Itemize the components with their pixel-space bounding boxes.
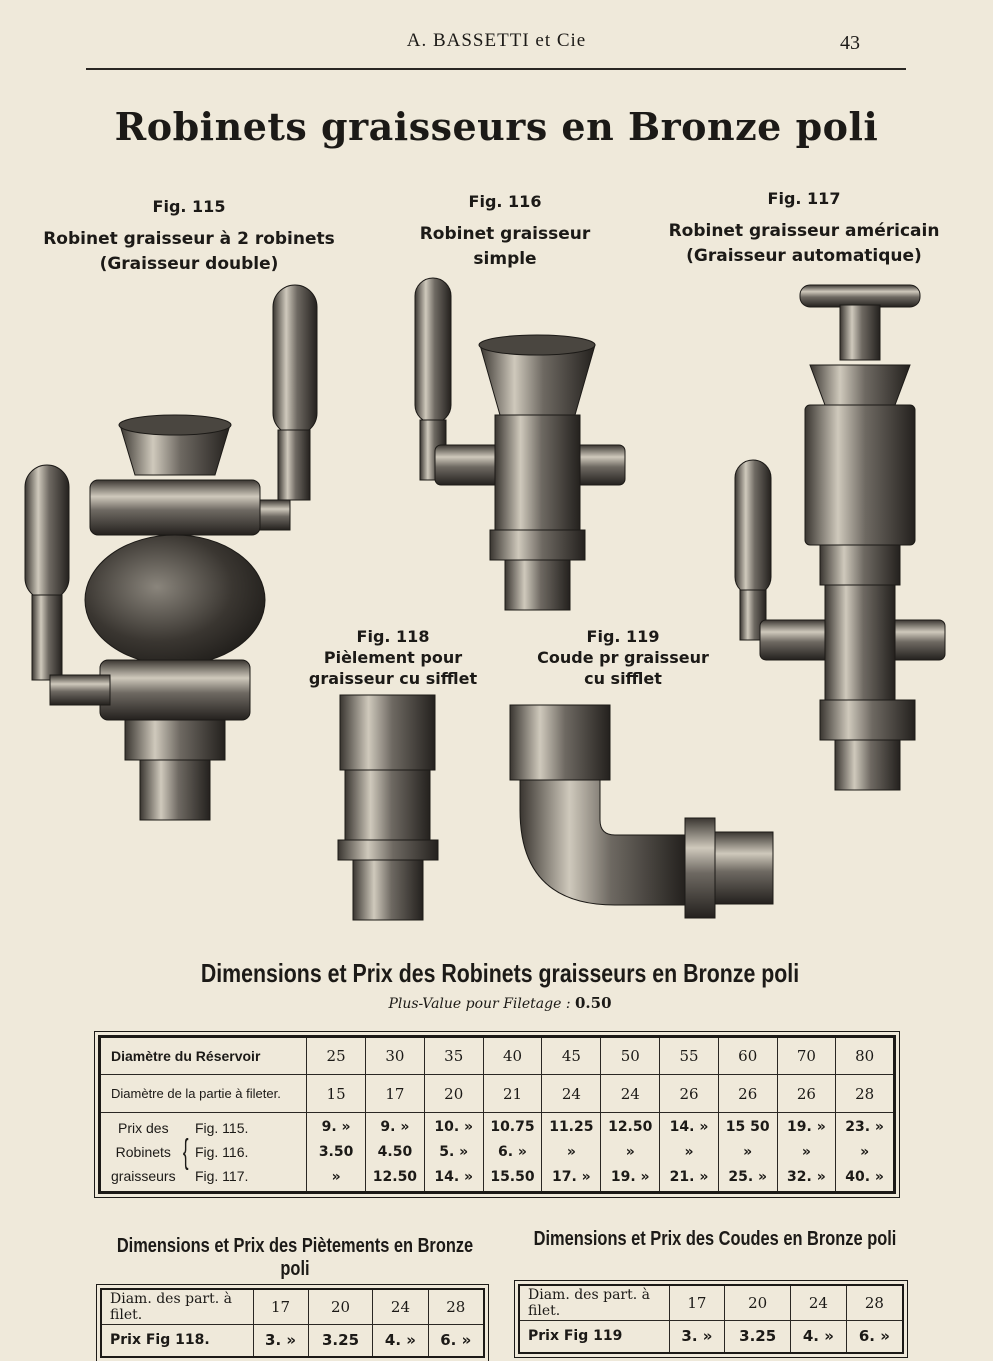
price-row-label bbox=[100, 1113, 307, 1193]
table-cell: 40 bbox=[483, 1037, 542, 1075]
price-fig-115: 23. » bbox=[845, 1118, 884, 1135]
price-fig-116: » bbox=[684, 1143, 694, 1160]
figure-number: Fig. 119 bbox=[586, 627, 660, 646]
row-label: Diam. des part. à filet. bbox=[528, 1287, 650, 1319]
brace: { bbox=[182, 1133, 189, 1171]
page-title: Robinets graisseurs en Bronze poli bbox=[114, 104, 879, 149]
figure-119-caption bbox=[508, 626, 738, 689]
table-cell bbox=[307, 1113, 366, 1193]
table-cell: 50 bbox=[601, 1037, 660, 1075]
caption-line: Robinet graisseur à 2 robinets bbox=[43, 229, 335, 249]
surcharge-label: Plus-Value pour Filetage : bbox=[388, 996, 571, 1012]
caption-line: Coude pr graisseur bbox=[537, 648, 709, 667]
caption-line: Pièlement pour bbox=[323, 648, 463, 667]
caption-line: (Graisseur double) bbox=[99, 254, 279, 274]
price-fig-115: 12.50 bbox=[608, 1118, 653, 1135]
diameter-cell: 20 bbox=[308, 1289, 373, 1325]
row-label: Prix des bbox=[118, 1120, 169, 1136]
price-fig-115: 15 50 bbox=[725, 1118, 770, 1135]
table-cell bbox=[601, 1113, 660, 1193]
price-fig-116: 5. » bbox=[439, 1143, 469, 1160]
diameter-cell: 28 bbox=[428, 1289, 484, 1325]
caption-line: cu sifflet bbox=[584, 669, 662, 688]
price-fig-117: » bbox=[331, 1168, 341, 1185]
price-fig-115: 10. » bbox=[434, 1118, 474, 1135]
price-cell: 4. » bbox=[790, 1321, 846, 1353]
table-cell bbox=[483, 1113, 542, 1193]
price-fig-115: 14. » bbox=[669, 1118, 709, 1135]
figure-115-caption bbox=[14, 194, 364, 277]
table-cell: 30 bbox=[365, 1037, 424, 1075]
surcharge-value: 0.50 bbox=[575, 994, 612, 1012]
table-cell: 20 bbox=[424, 1075, 483, 1113]
diameter-cell: 17 bbox=[253, 1289, 308, 1325]
page-number: 43 bbox=[840, 32, 860, 54]
table-cell: 24 bbox=[601, 1075, 660, 1113]
caption-line: Robinet graisseur bbox=[419, 224, 591, 244]
table-cell bbox=[777, 1113, 836, 1193]
diameter-cell: 24 bbox=[790, 1285, 846, 1321]
table-cell: 21 bbox=[483, 1075, 542, 1113]
table-cell: 24 bbox=[542, 1075, 601, 1113]
price-fig-116: » bbox=[743, 1143, 753, 1160]
diameter-cell: 20 bbox=[725, 1285, 791, 1321]
price-fig-117: 25. » bbox=[728, 1168, 768, 1185]
price-cell: 3. » bbox=[253, 1325, 308, 1357]
row-label: graisseurs bbox=[111, 1168, 176, 1184]
price-fig-116: » bbox=[860, 1143, 870, 1160]
table-cell bbox=[836, 1113, 895, 1193]
table-cell: 80 bbox=[836, 1037, 895, 1075]
figure-number: Fig. 115 bbox=[152, 197, 226, 216]
table-cell: 26 bbox=[777, 1075, 836, 1113]
price-fig-115: 9. » bbox=[380, 1118, 410, 1135]
whistle-oiler-elbow-illustration bbox=[505, 700, 775, 925]
table-row bbox=[100, 1113, 895, 1193]
table-cell: 26 bbox=[718, 1075, 777, 1113]
whistle-oiler-base-illustration bbox=[335, 690, 445, 925]
caption-line: graisseur cu sifflet bbox=[308, 669, 478, 688]
main-table-title: Dimensions et Prix des Robinets graisseurs en Bronze poli bbox=[200, 958, 800, 988]
row-label: Diamètre du Réservoir bbox=[111, 1048, 261, 1064]
table-cell bbox=[660, 1113, 719, 1193]
double-oil-cock-illustration bbox=[10, 280, 340, 850]
diameter-cell: 28 bbox=[846, 1285, 903, 1321]
table-cell: 15 bbox=[307, 1075, 366, 1113]
coudes-price-table bbox=[518, 1284, 904, 1354]
price-fig-115: 11.25 bbox=[549, 1118, 594, 1135]
price-fig-116: » bbox=[625, 1143, 635, 1160]
price-fig-115: 9. » bbox=[321, 1118, 351, 1135]
table-cell: 70 bbox=[777, 1037, 836, 1075]
price-fig-117: 21. » bbox=[669, 1168, 709, 1185]
table-cell bbox=[424, 1113, 483, 1193]
row-label: Fig. 117. bbox=[194, 1168, 249, 1184]
price-fig-115: 19. » bbox=[787, 1118, 826, 1135]
table-row bbox=[101, 1289, 484, 1325]
table-cell: 60 bbox=[718, 1037, 777, 1075]
price-cell: 6. » bbox=[428, 1325, 484, 1357]
price-fig-117: 15.50 bbox=[490, 1168, 535, 1185]
price-fig-117: 19. » bbox=[610, 1168, 650, 1185]
caption-line: (Graisseur automatique) bbox=[686, 246, 922, 266]
table-cell bbox=[365, 1113, 424, 1193]
price-cell: 6. » bbox=[846, 1321, 903, 1353]
row-label: Fig. 115. bbox=[194, 1120, 249, 1136]
price-fig-117: 14. » bbox=[434, 1168, 474, 1185]
table-cell: 26 bbox=[660, 1075, 719, 1113]
row-label: Diam. des part. à filet. bbox=[110, 1291, 232, 1323]
table-row bbox=[100, 1037, 895, 1075]
single-oil-cock-illustration bbox=[405, 275, 635, 615]
figure-number: Fig. 116 bbox=[468, 192, 542, 211]
figure-number: Fig. 118 bbox=[356, 627, 430, 646]
price-cell: 3.25 bbox=[308, 1325, 373, 1357]
table-row bbox=[519, 1285, 903, 1321]
diameter-cell: 17 bbox=[669, 1285, 725, 1321]
running-head: A. BASSETTI et Cie bbox=[406, 30, 587, 51]
price-fig-116: » bbox=[801, 1143, 811, 1160]
price-cell: 4. » bbox=[373, 1325, 428, 1357]
table-cell: 28 bbox=[836, 1075, 895, 1113]
table-cell: 35 bbox=[424, 1037, 483, 1075]
table-cell: 25 bbox=[307, 1037, 366, 1075]
robinets-price-table bbox=[98, 1035, 896, 1194]
table-cell: 55 bbox=[660, 1037, 719, 1075]
row-label: Prix Fig 119 bbox=[519, 1321, 669, 1353]
table-row bbox=[519, 1321, 903, 1353]
price-fig-116: 4.50 bbox=[377, 1143, 413, 1160]
table-cell: 45 bbox=[542, 1037, 601, 1075]
caption-line: simple bbox=[473, 249, 537, 269]
table-cell bbox=[718, 1113, 777, 1193]
pietements-title: Dimensions et Prix des Piètements en Bronze poli bbox=[116, 1235, 474, 1280]
row-label: Fig. 116. bbox=[194, 1144, 249, 1160]
coudes-title: Dimensions et Prix des Coudes en Bronze poli bbox=[533, 1228, 897, 1250]
row-label: Diamètre de la partie à fileter. bbox=[100, 1075, 307, 1113]
price-cell: 3.25 bbox=[725, 1321, 791, 1353]
price-fig-116: » bbox=[566, 1143, 576, 1160]
header-rule bbox=[86, 68, 906, 70]
price-fig-117: 12.50 bbox=[372, 1168, 418, 1185]
pietements-price-table bbox=[100, 1288, 485, 1358]
table-cell bbox=[542, 1113, 601, 1193]
price-fig-116: 6. » bbox=[497, 1143, 527, 1160]
filetage-surcharge bbox=[100, 994, 900, 1012]
row-label: Prix Fig 118. bbox=[101, 1325, 253, 1357]
figure-117-caption bbox=[638, 186, 970, 269]
price-cell: 3. » bbox=[669, 1321, 725, 1353]
price-fig-117: 32. » bbox=[787, 1168, 826, 1185]
table-row bbox=[100, 1075, 895, 1113]
price-fig-117: 17. » bbox=[552, 1168, 591, 1185]
figure-number: Fig. 117 bbox=[767, 189, 841, 208]
figure-116-caption bbox=[400, 189, 610, 272]
diameter-cell: 24 bbox=[373, 1289, 428, 1325]
price-fig-117: 40. » bbox=[845, 1168, 884, 1185]
table-cell: 17 bbox=[365, 1075, 424, 1113]
price-fig-116: 3.50 bbox=[318, 1143, 354, 1160]
row-label: Robinets bbox=[115, 1144, 171, 1160]
table-row bbox=[101, 1325, 484, 1357]
caption-line: Robinet graisseur américain bbox=[668, 221, 940, 241]
price-fig-115: 10.75 bbox=[490, 1118, 535, 1135]
